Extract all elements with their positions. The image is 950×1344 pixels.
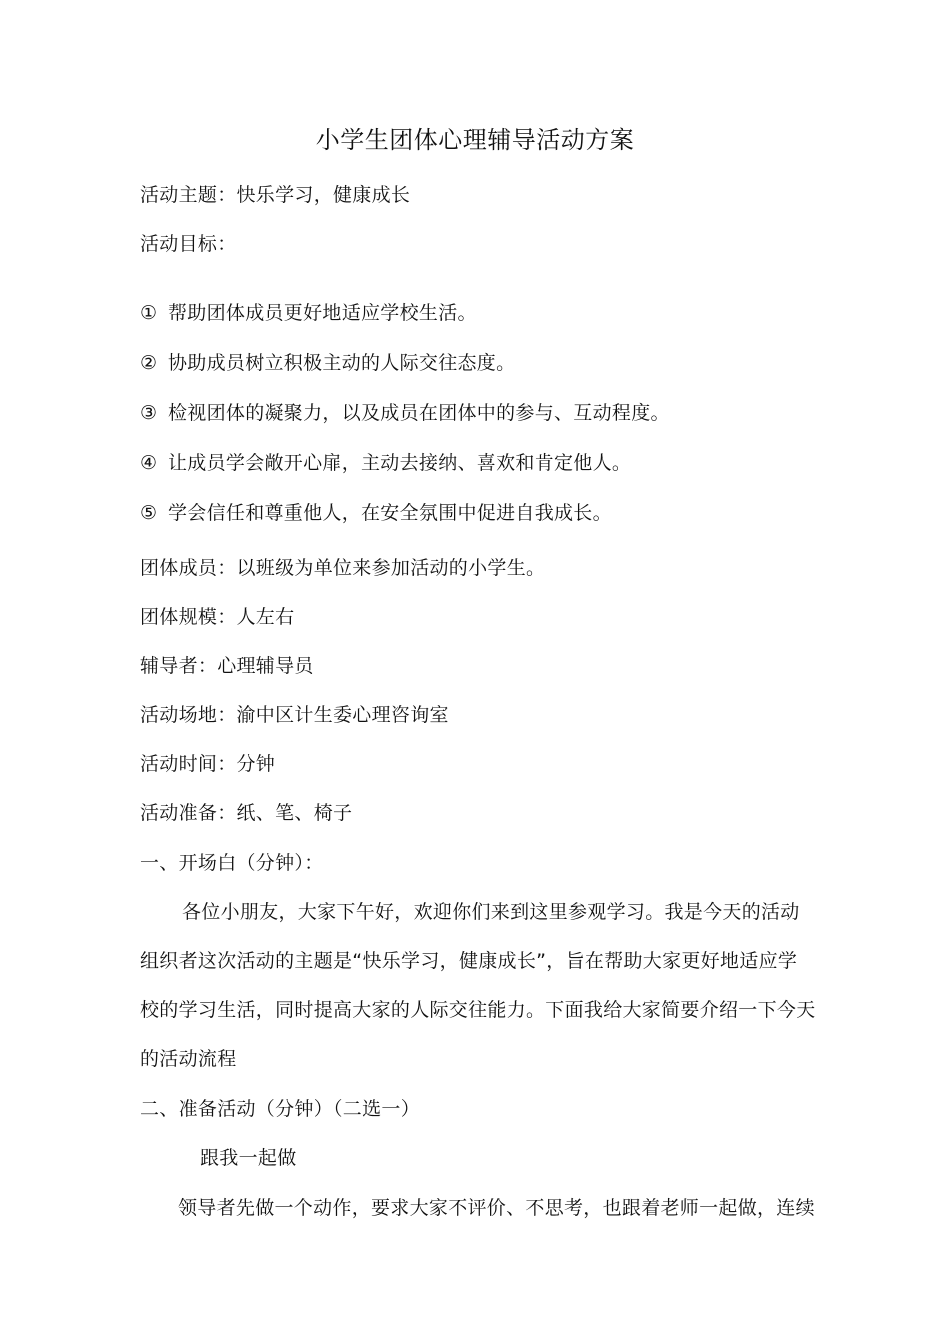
goal-text: 帮助团体成员更好地适应学校生活。: [168, 302, 477, 324]
group-members: 团体成员：以班级为单位来参加活动的小学生。: [140, 557, 546, 579]
goal-text: 学会信任和尊重他人，在安全氛围中促进自我成长。: [168, 502, 612, 524]
goal-item-2: [140, 349, 515, 377]
activity-description: 领导者先做一个动作，要求大家不评价、不思考，也跟着老师一起做，连续: [178, 1197, 815, 1219]
goal-number: ④: [140, 452, 158, 474]
goal-item-5: [140, 499, 612, 527]
goal-text: 协助成员树立积极主动的人际交往态度。: [168, 352, 516, 374]
goal-number: ⑤: [140, 502, 158, 524]
goal-item-1: [140, 299, 477, 327]
goal-text: 检视团体的凝聚力，以及成员在团体中的参与、互动程度。: [168, 402, 670, 424]
activity-time: 活动时间：分钟: [140, 753, 276, 775]
goal-number: ①: [140, 302, 158, 324]
counselor: 辅导者：心理辅导员: [140, 655, 314, 677]
paragraph-line: 校的学习生活，同时提高大家的人际交往能力。下面我给大家简要介绍一下今天: [140, 999, 816, 1021]
section-heading-opening: 一、开场白（分钟）：: [140, 852, 324, 874]
materials: 活动准备：纸、笔、椅子: [140, 802, 353, 824]
group-scale: 团体规模：人左右: [140, 606, 295, 628]
activity-theme: 活动主题：快乐学习，健康成长: [140, 184, 411, 206]
section-heading-warmup: 二、准备活动（分钟）（二选一）: [140, 1098, 421, 1120]
venue: 活动场地：渝中区计生委心理咨询室: [140, 704, 449, 726]
paragraph-line: 各位小朋友，大家下午好，欢迎你们来到这里参观学习。我是今天的活动: [182, 901, 800, 923]
goal-item-3: [140, 399, 670, 427]
goal-number: ③: [140, 402, 158, 424]
goal-number: ②: [140, 352, 158, 374]
paragraph-line: 的活动流程: [140, 1048, 237, 1070]
paragraph-line: 组织者这次活动的主题是“快乐学习，健康成长”，旨在帮助大家更好地适应学: [140, 950, 798, 972]
document-title: 小学生团体心理辅导活动方案: [315, 126, 635, 154]
goal-text: 让成员学会敞开心扉，主动去接纳、喜欢和肯定他人。: [168, 452, 632, 474]
goals-heading: 活动目标：: [140, 233, 237, 255]
activity-name: 跟我一起做: [200, 1147, 297, 1169]
goal-item-4: [140, 449, 631, 477]
